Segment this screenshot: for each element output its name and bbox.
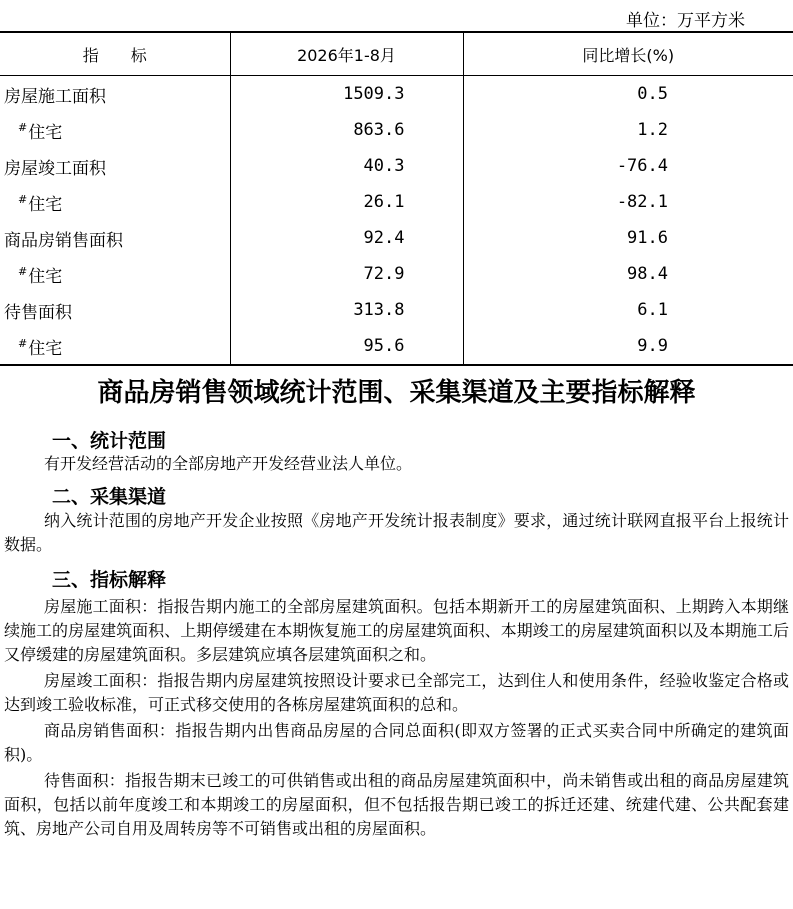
definition-completed-area: 房屋竣工面积：指报告期内房屋建筑按照设计要求已全部完工，达到住人和使用条件，经验收鉴定合格或达到竣工验收标准，可正式移交使用的各栋房屋建筑面积的总和。 — [4, 671, 789, 714]
row-growth: -82.1 — [616, 192, 668, 212]
definition-construction-area: 房屋施工面积：指报告期内施工的全部房屋建筑面积。包括本期新开工的房屋建筑面积、上期跨入本期继续施工的房屋建筑面积、上期停缓建在本期恢复施工的房屋建筑面积、本期竣工的房屋建筑面积以及本期施工后又停缓建的房屋建筑面积。多层建筑应填各层建筑面积之和。 — [4, 597, 789, 664]
row-value: 92.4 — [230, 220, 463, 256]
table-row — [0, 292, 793, 328]
sub-item-mark: # — [18, 336, 28, 350]
section-heading-channel: 二、采集渠道 — [52, 486, 167, 508]
definition-unsold-area: 待售面积：指报告期末已竣工的可供销售或出租的商品房屋建筑面积中，尚未销售或出租的商品房屋建筑面积，包括以前年度竣工和本期竣工的房屋面积，但不包括报告期已竣工的拆迁还建、统建代建、公共配套建筑、房地产公司自用及周转房等不可销售或出租的房屋面积。 — [4, 771, 789, 838]
header-growth: 同比增长(%) — [463, 32, 793, 76]
row-value: 313.8 — [230, 292, 463, 328]
row-label-text: 住宅 — [28, 338, 63, 359]
row-label — [0, 112, 230, 148]
unit-label: 单位：万平方米 — [626, 11, 745, 31]
row-label-text: 住宅 — [28, 122, 63, 143]
row-growth: 91.6 — [627, 228, 668, 248]
row-label-text: 房屋施工面积 — [4, 86, 106, 107]
row-value: 1509.3 — [230, 76, 463, 113]
row-value: 95.6 — [230, 328, 463, 365]
table-row — [0, 220, 793, 256]
sub-item-mark: # — [18, 264, 28, 278]
row-label-text: 待售面积 — [4, 302, 72, 323]
row-value: 72.9 — [230, 256, 463, 292]
row-label — [0, 184, 230, 220]
row-label — [0, 148, 230, 184]
table-header-row — [0, 32, 793, 76]
table-row — [0, 76, 793, 113]
document-title: 商品房销售领域统计范围、采集渠道及主要指标解释 — [97, 378, 696, 408]
row-label-text: 商品房销售面积 — [4, 230, 123, 251]
section-text-scope: 有开发经营活动的全部房地产开发经营业法人单位。 — [44, 454, 413, 473]
row-growth: 98.4 — [627, 264, 668, 284]
row-label — [0, 328, 230, 365]
row-label — [0, 292, 230, 328]
row-growth: 1.2 — [637, 120, 668, 140]
row-label — [0, 76, 230, 113]
table-row — [0, 256, 793, 292]
row-value: 40.3 — [230, 148, 463, 184]
table-row — [0, 148, 793, 184]
row-label — [0, 220, 230, 256]
table-row — [0, 328, 793, 365]
header-indicator: 指 标 — [0, 32, 230, 76]
row-value: 863.6 — [230, 112, 463, 148]
section-text-channel: 纳入统计范围的房地产开发企业按照《房地产开发统计报表制度》要求，通过统计联网直报平台上报统计数据。 — [4, 511, 789, 554]
row-label — [0, 256, 230, 292]
definition-sales-area: 商品房销售面积：指报告期内出售商品房屋的合同总面积(即双方签署的正式买卖合同中所确定的建筑面积)。 — [4, 721, 789, 764]
row-label-text: 房屋竣工面积 — [4, 158, 106, 179]
section-heading-indicators: 三、指标解释 — [52, 569, 167, 591]
sub-item-mark: # — [18, 192, 28, 206]
sub-item-mark: # — [18, 120, 28, 134]
header-period: 2026年1-8月 — [230, 32, 463, 76]
table-row — [0, 184, 793, 220]
section-heading-scope: 一、统计范围 — [52, 430, 167, 452]
row-value: 26.1 — [230, 184, 463, 220]
row-growth: -76.4 — [616, 156, 668, 176]
row-growth: 9.9 — [463, 328, 793, 365]
row-label-text: 住宅 — [28, 266, 63, 287]
table-row — [0, 112, 793, 148]
row-label-text: 住宅 — [28, 194, 63, 215]
statistics-table — [0, 31, 793, 366]
indicator-definitions — [4, 595, 789, 841]
row-growth: 0.5 — [637, 84, 668, 104]
row-growth: 6.1 — [637, 300, 668, 320]
